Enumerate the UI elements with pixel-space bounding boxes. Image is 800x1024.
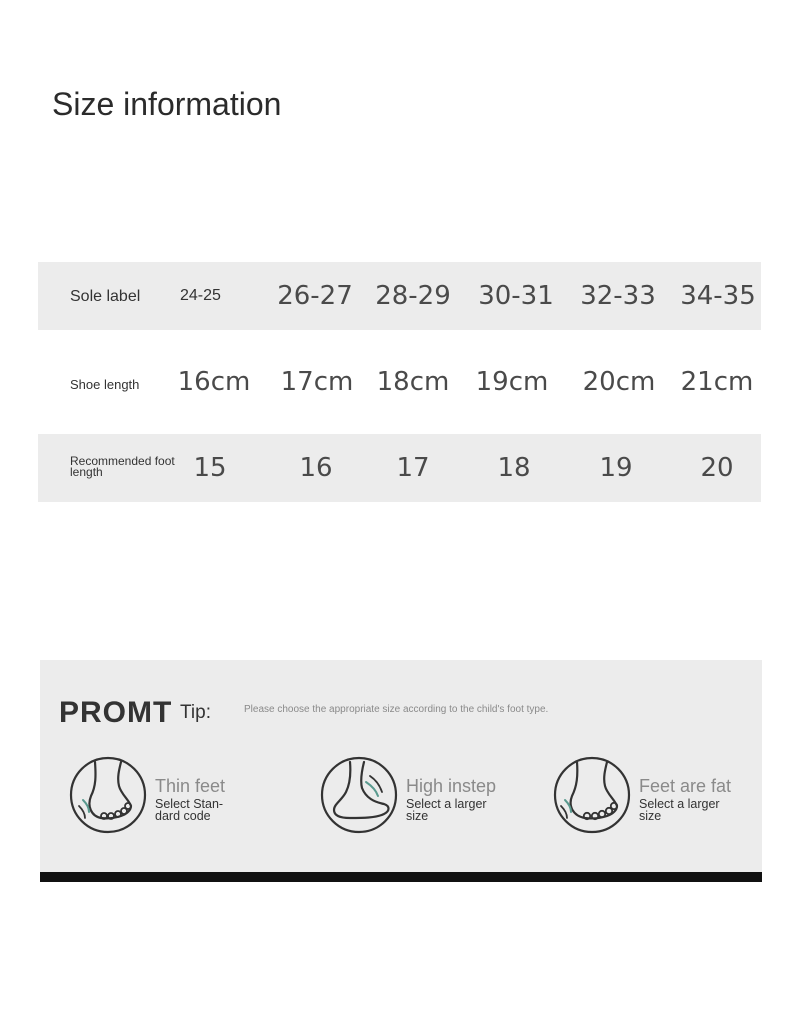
tip-item-desc: Select a larger size xyxy=(639,797,720,823)
shoe-length-cell: 17cm xyxy=(280,367,354,397)
shoe-length-header: Shoe length xyxy=(70,377,140,392)
foot-length-cell: 15 xyxy=(193,453,227,483)
sole-label-header: Sole label xyxy=(70,288,141,305)
size-row-foot-length xyxy=(38,434,761,502)
foot-length-cell: 20 xyxy=(700,453,734,483)
tip-item-title: Feet are fat xyxy=(639,776,732,796)
sole-label-cell: 32-33 xyxy=(580,281,656,311)
foot-length-cell: 18 xyxy=(497,453,531,483)
sole-label-cell: 24-25 xyxy=(180,287,221,304)
tip-item-title: Thin feet xyxy=(155,776,226,796)
foot-length-header: Recommended foot length xyxy=(70,454,175,479)
promt-panel xyxy=(40,660,762,872)
foot-length-cell: 17 xyxy=(396,453,430,483)
promt-heading: PROMT xyxy=(59,696,173,729)
promt-bottom-bar xyxy=(40,872,762,882)
tip-item-title: High instep xyxy=(406,776,497,796)
tip-item-desc: Select Stan-dard code xyxy=(155,797,224,823)
shoe-length-cell: 16cm xyxy=(177,367,251,397)
page-title: Size information xyxy=(52,86,282,122)
foot-length-cell: 16 xyxy=(299,453,333,483)
tip-text: Please choose the appropriate size according to the child's foot type. xyxy=(244,704,549,715)
foot-length-cell: 19 xyxy=(599,453,633,483)
sole-label-cell: 34-35 xyxy=(680,281,756,311)
sole-label-cell: 28-29 xyxy=(375,281,451,311)
shoe-length-cell: 21cm xyxy=(680,367,754,397)
shoe-length-cell: 19cm xyxy=(475,367,549,397)
foot-side-icon xyxy=(320,756,398,834)
sole-label-cell: 30-31 xyxy=(478,281,554,311)
sole-label-cell: 26-27 xyxy=(277,281,353,311)
tip-label: Tip: xyxy=(180,702,211,723)
size-row-sole-label xyxy=(38,262,761,330)
shoe-length-cell: 20cm xyxy=(582,367,656,397)
tip-item-desc: Select a larger size xyxy=(406,797,487,823)
shoe-length-cell: 18cm xyxy=(376,367,450,397)
foot-front-icon xyxy=(553,756,631,834)
foot-front-icon xyxy=(69,756,147,834)
size-row-shoe-length xyxy=(38,348,761,416)
